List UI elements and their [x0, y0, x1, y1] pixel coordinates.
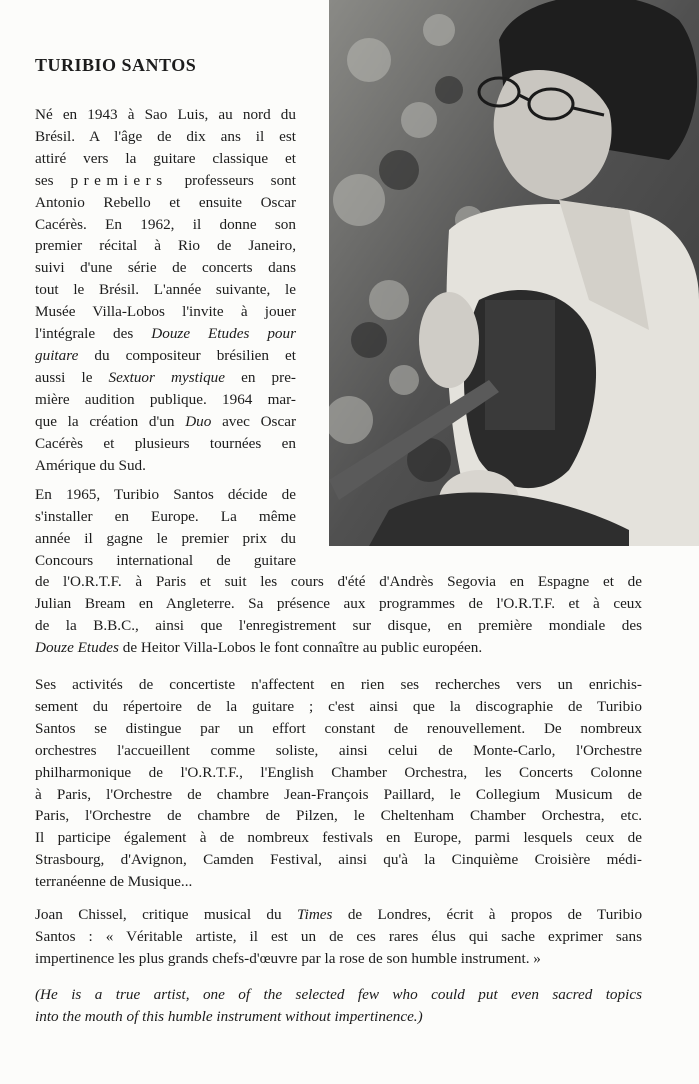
text-line: Il participe également à de nombreux festivals en Europe, parmi lesquels ceux de: [35, 829, 642, 847]
text-line: philharmonique de l'O.R.T.F., l'English Chamber Orchestra, les Concerts Colonne: [35, 763, 642, 781]
text-line: attiré vers la guitare classique et: [35, 149, 296, 167]
text-line: Antonio Rebello et ensuite Oscar: [35, 193, 296, 211]
text-line: aussi le Sextuor mystique en pre-: [35, 368, 296, 386]
text-line: s'installer en Europe. La même: [35, 507, 296, 525]
text-line: Joan Chissel, critique musical du Times de Londres, écrit à propos de Turibio: [35, 906, 643, 923]
text-line: Douze Etudes de Heitor Villa-Lobos le font connaître au public européen.: [35, 638, 483, 656]
text-line: année il gagne le premier prix du: [35, 529, 296, 547]
text-line: l'intégrale des Douze Etudes pour: [35, 325, 297, 343]
text-line: Julian Bream en Angleterre. Sa présence aux programmes de l'O.R.T.F. et à ceux: [35, 594, 642, 612]
text-line: mière audition publique. 1964 mar-: [35, 390, 296, 408]
text-line: Musée Villa-Lobos l'invite à jouer: [35, 303, 296, 321]
text-line: sement du répertoire de la guitare ; c'est ainsi que la discographie de Turibio: [35, 697, 642, 715]
portrait-photo: [329, 0, 699, 546]
text-line: Né en 1943 à Sao Luis, au nord du: [35, 106, 296, 123]
text-line: orchestres l'accueillent comme soliste, ainsi celui de Monte-Carlo, l'Orchestre: [35, 741, 642, 759]
text-line: que la création d'un Duo avec Oscar: [35, 412, 297, 430]
paragraph-english-translation: [35, 984, 642, 1028]
paragraph-biography-1: [35, 104, 296, 476]
text-line: Santos se distingue par un effort constant de renouvellement. De nombreux: [35, 719, 642, 737]
paragraph-biography-2: [35, 484, 296, 572]
text-line: impertinence les plus grands chefs-d'œuvre par la rose de son humble instrument. »: [35, 949, 541, 967]
text-line: En 1965, Turibio Santos décide de: [35, 486, 296, 503]
paragraph-biography-2-continued: [35, 571, 642, 659]
text-line: Santos : « Véritable artiste, il est un de ces rares élus qui sache exprimer sans: [35, 927, 642, 945]
text-line: Brésil. A l'âge de dix ans il est: [35, 127, 296, 145]
text-line: guitare du compositeur brésilien et: [35, 346, 296, 364]
text-line: Amérique du Sud.: [35, 456, 146, 474]
text-line: Strasbourg, d'Avignon, Camden Festival, ainsi qu'à la Cinquième Croisière médi-: [35, 851, 642, 869]
text-line: Concours international de guitare: [35, 551, 296, 569]
text-line: Cacérès. En 1962, il donne son: [35, 215, 296, 233]
text-line: tout le Brésil. L'année suivante, le: [35, 281, 296, 299]
text-line: suivi d'une série de concerts dans: [35, 259, 296, 277]
text-line: de l'O.R.T.F. à Paris et suit les cours d'été d'Andrès Segovia en Espagne et de: [35, 573, 642, 590]
text-line: de la B.B.C., ainsi que l'enregistrement sur disque, en première mondiale des: [35, 616, 642, 634]
page-title: TURIBIO SANTOS: [35, 55, 197, 75]
text-line: (He is a true artist, one of the selected few who could put even sacred topics: [35, 986, 642, 1003]
text-line: Ses activités de concertiste n'affectent en rien ses recherches vers un enrichis-: [35, 676, 642, 693]
text-line: terranéenne de Musique...: [35, 873, 193, 891]
paragraph-critic-quote: [35, 904, 642, 970]
text-line: premier récital à Rio de Janeiro,: [35, 237, 296, 255]
text-line: Cacérès et plusieurs tournées en: [35, 434, 296, 452]
text-line: ses premiers professeurs sont: [35, 171, 296, 189]
text-line: à Paris, l'Orchestre de chambre Jean-François Paillard, le Collegium Musicum de: [35, 785, 642, 803]
text-line: into the mouth of this humble instrument without impertinence.): [35, 1007, 423, 1025]
paragraph-activities: [35, 674, 642, 893]
text-line: Paris, l'Orchestre de chambre de Pilzen, le Cheltenham Chamber Orchestra, etc.: [35, 807, 642, 825]
